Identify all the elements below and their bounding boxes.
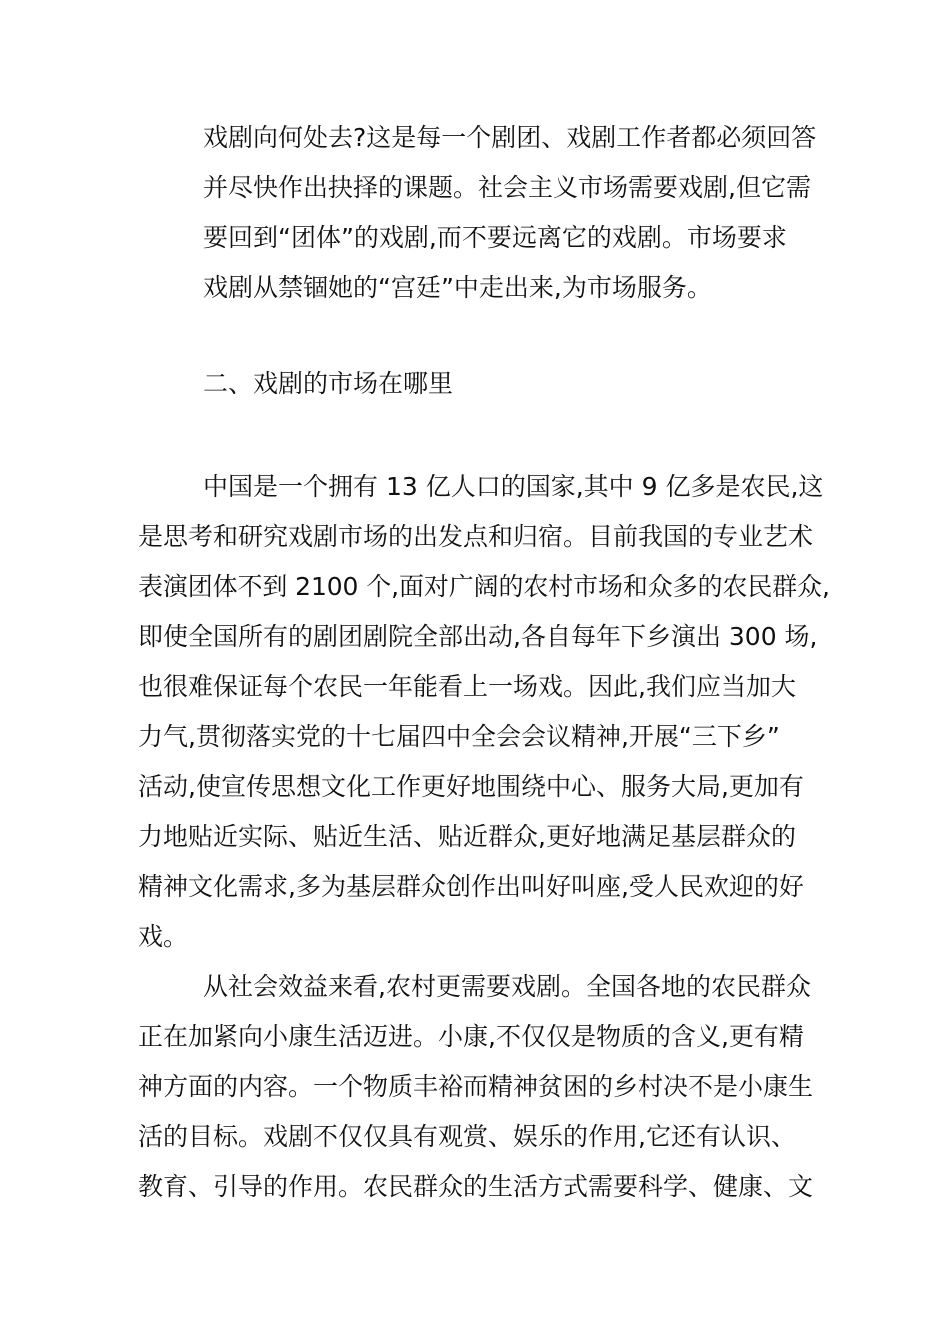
- para1-line-10: 戏。: [138, 922, 189, 951]
- para1-line-2: 是思考和研究戏剧市场的出发点和归宿。目前我国的专业艺术: [138, 522, 814, 551]
- para1-line-9: 精神文化需求,多为基层群众创作出叫好叫座,受人民欢迎的好: [138, 872, 804, 901]
- intro-line-4: 戏剧从禁锢她的“宫廷”中走出来,为市场服务。: [203, 273, 712, 302]
- para2-line-2: 正在加紧向小康生活迈进。小康,不仅仅是物质的含义,更有精: [138, 1022, 804, 1051]
- para2-line-1: 从社会效益来看,农村更需要戏剧。全国各地的农民群众: [203, 972, 811, 1001]
- para1-line-5: 也很难保证每个农民一年能看上一场戏。因此,我们应当加大: [138, 672, 796, 701]
- para2-line-5: 教育、引导的作用。农民群众的生活方式需要科学、健康、文: [138, 1172, 814, 1201]
- para1-line-4: 即使全国所有的剧团剧院全部出动,各自每年下乡演出 300 场,: [138, 622, 818, 651]
- para1-line-1: 中国是一个拥有 13 亿人口的国家,其中 9 亿多是农民,这: [203, 472, 824, 501]
- para1-line-6: 力气,贯彻落实党的十七届四中全会会议精神,开展“三下乡”: [138, 722, 780, 751]
- para2-line-3: 神方面的内容。一个物质丰裕而精神贫困的乡村决不是小康生: [138, 1072, 814, 1101]
- para1-line-7: 活动,使宣传思想文化工作更好地围绕中心、服务大局,更加有: [138, 772, 804, 801]
- section-heading: 二、戏剧的市场在哪里: [203, 369, 454, 398]
- para2-line-4: 活的目标。戏剧不仅仅具有观赏、娱乐的作用,它还有认识、: [138, 1122, 796, 1151]
- intro-line-1: 戏剧向何处去?这是每一个剧团、戏剧工作者都必须回答: [203, 123, 817, 152]
- intro-line-3: 要回到“团体”的戏剧,而不要远离它的戏剧。市场要求: [203, 223, 787, 252]
- para1-line-8: 力地贴近实际、贴近生活、贴近群众,更好地满足基层群众的: [138, 822, 796, 851]
- intro-line-2: 并尽快作出抉择的课题。社会主义市场需要戏剧,但它需: [203, 173, 811, 202]
- para1-line-3: 表演团体不到 2100 个,面对广阔的农村市场和众多的农民群众,: [138, 572, 830, 601]
